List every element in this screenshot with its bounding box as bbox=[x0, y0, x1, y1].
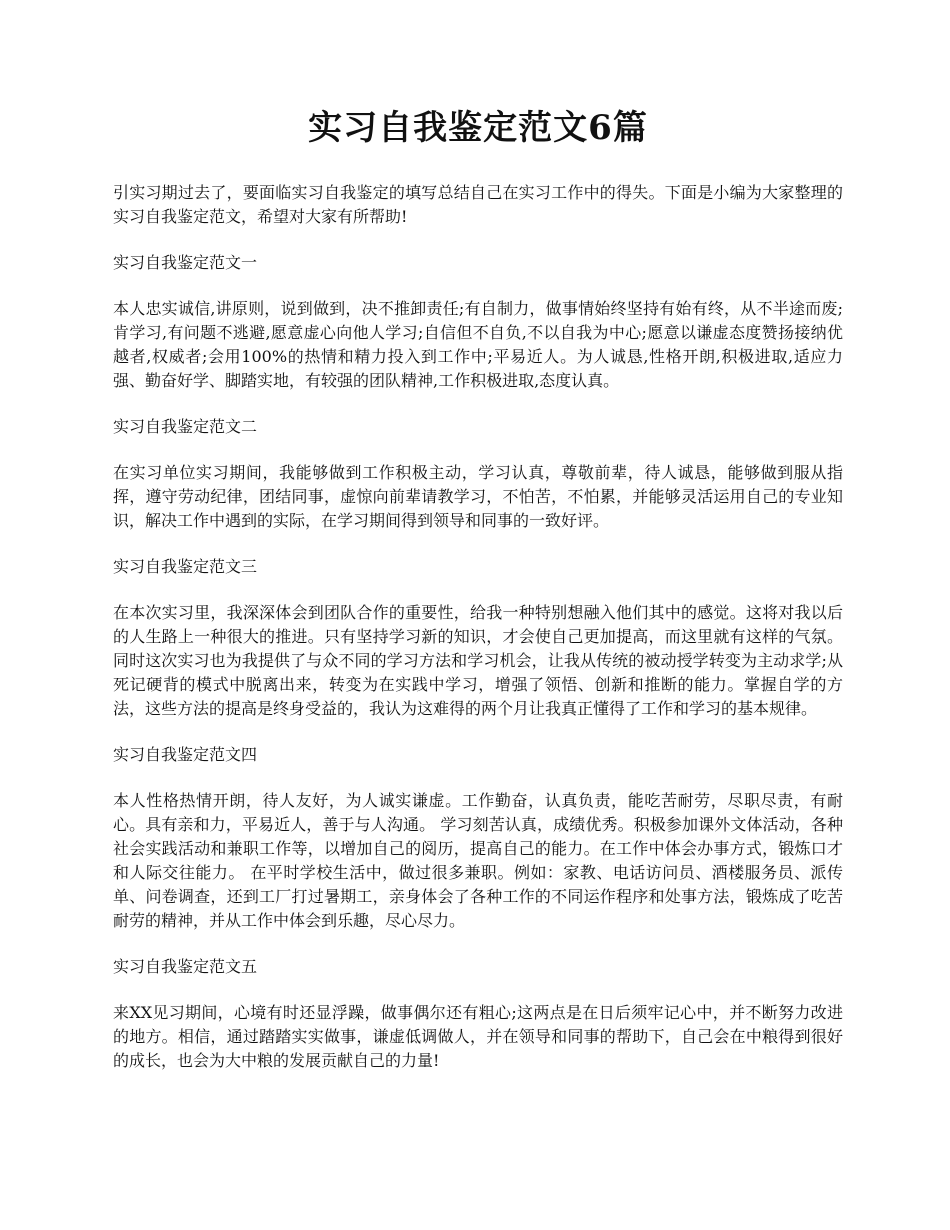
section-heading-1: 实习自我鉴定范文一 bbox=[113, 252, 258, 272]
section-body-2: 在实习单位实习期间，我能够做到工作积极主动，学习认真，尊敬前辈，待人诚恳，能够做到服从指挥，遵守劳动纪律，团结同事，虚惊向前辈请教学习，不怕苦，不怕累，并能够灵活运用自己的专业知识，解决工作中遇到的实际，在学习期间得到领导和同事的一致好评。 bbox=[113, 462, 843, 530]
section-body-1: 本人忠实诚信,讲原则，说到做到，决不推卸责任;有自制力，做事情始终坚持有始有终，从不半途而废;肯学习,有问题不逃避,愿意虚心向他人学习;自信但不自负,不以自我为中心;愿意以谦虚态度赞扬接纳优越者,权威者;会用100%的热情和精力投入到工作中;平易近人。为人诚恳,性格开朗,积极进取,适应力强、勤奋好学、脚踏实地，有较强的团队精神,工作积极进取,态度认真。 bbox=[113, 298, 843, 390]
section-heading-5: 实习自我鉴定范文五 bbox=[113, 956, 258, 976]
section-heading-2: 实习自我鉴定范文二 bbox=[113, 416, 258, 436]
intro-paragraph: 引实习期过去了，要面临实习自我鉴定的填写总结自己在实习工作中的得失。下面是小编为大家整理的实习自我鉴定范文，希望对大家有所帮助! bbox=[113, 182, 843, 226]
document-page bbox=[113, 108, 843, 1095]
section-body-4: 本人性格热情开朗，待人友好，为人诚实谦虚。工作勤奋，认真负责，能吃苦耐劳，尽职尽责，有耐心。具有亲和力，平易近人，善于与人沟通。 学习刻苦认真，成绩优秀。积极参加课外文体活动，各种社会实践活动和兼职工作等，以增加自己的阅历，提高自己的能力。在工作中体会办事方式，锻炼口才和人际交往能力。 在平时学校生活中，做过很多兼职。例如：家教、电话访问员、酒楼服务员、派传单、问卷调查，还到工厂打过暑期工，亲身体会了各种工作的不同运作程序和处事方法，锻炼成了吃苦耐劳的精神，并从工作中体会到乐趣，尽心尽力。 bbox=[113, 790, 843, 930]
document-title: 实习自我鉴定范文6篇 bbox=[308, 108, 648, 148]
section-heading-3: 实习自我鉴定范文三 bbox=[113, 556, 258, 576]
section-body-5: 来XX见习期间，心境有时还显浮躁，做事偶尔还有粗心;这两点是在日后须牢记心中，并不断努力改进的地方。相信，通过踏踏实实做事，谦虚低调做人，并在领导和同事的帮助下，自己会在中粮得到很好的成长，也会为大中粮的发展贡献自己的力量! bbox=[113, 1002, 843, 1070]
section-body-3: 在本次实习里，我深深体会到团队合作的重要性，给我一种特别想融入他们其中的感觉。这将对我以后的人生路上一种很大的推进。只有坚持学习新的知识，才会使自己更加提高，而这里就有这样的气氛。同时这次实习也为我提供了与众不同的学习方法和学习机会，让我从传统的被动授学转变为主动求学;从死记硬背的模式中脱离出来，转变为在实践中学习，增强了领悟、创新和推断的能力。掌握自学的方法，这些方法的提高是终身受益的，我认为这难得的两个月让我真正懂得了工作和学习的基本规律。 bbox=[113, 602, 843, 718]
section-heading-4: 实习自我鉴定范文四 bbox=[113, 744, 258, 764]
